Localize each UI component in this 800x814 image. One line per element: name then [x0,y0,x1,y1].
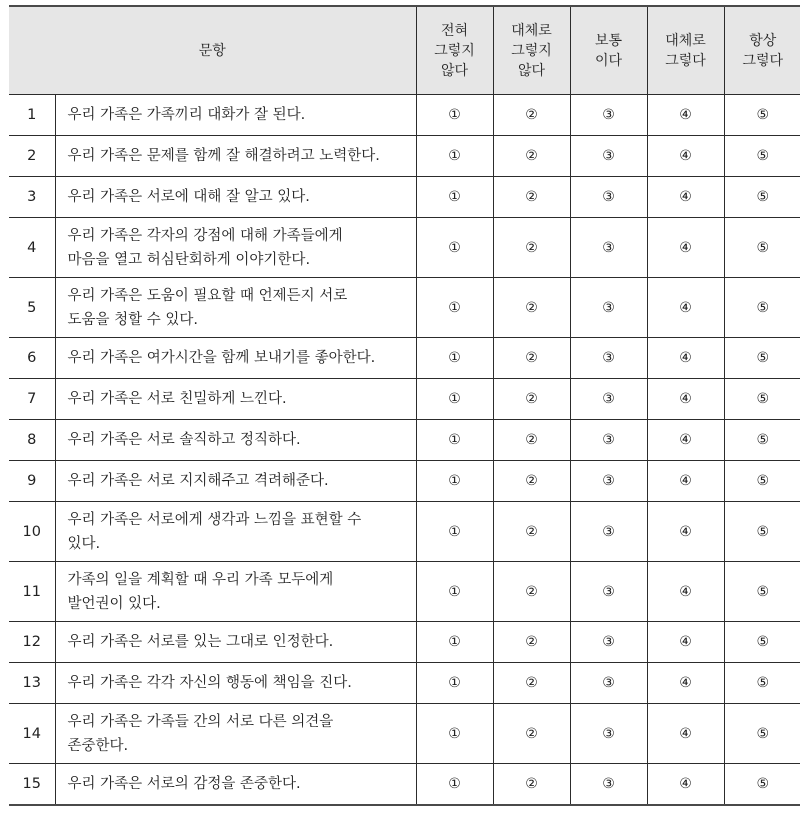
table-row [9,622,800,663]
choice-5[interactable]: ⑤ [724,764,800,806]
header-option-line: 대체로 [511,22,552,39]
choice-1[interactable]: ① [416,562,493,622]
choice-1[interactable]: ① [416,177,493,218]
question-text: 우리 가족은 가족들 간의 서로 다른 의견을 존중한다. [55,704,416,764]
choice-2[interactable]: ② [493,420,570,461]
table-row [9,136,800,177]
choice-3[interactable]: ③ [570,420,647,461]
row-number: 9 [9,461,55,502]
question-text: 우리 가족은 여가시간을 함께 보내기를 좋아한다. [55,338,416,379]
choice-1[interactable]: ① [416,622,493,663]
table-row [9,95,800,136]
choice-2[interactable]: ② [493,622,570,663]
choice-1[interactable]: ① [416,461,493,502]
header-option-line: 보통 [594,32,623,49]
choice-3[interactable]: ③ [570,502,647,562]
choice-2[interactable]: ② [493,764,570,806]
choice-2[interactable]: ② [493,502,570,562]
row-number: 12 [9,622,55,663]
header-option-4 [647,6,724,95]
choice-3[interactable]: ③ [570,338,647,379]
choice-5[interactable]: ⑤ [724,218,800,278]
table-row [9,278,800,338]
table-header [9,6,800,95]
choice-2[interactable]: ② [493,278,570,338]
question-text: 우리 가족은 서로에게 생각과 느낌을 표현할 수 있다. [55,502,416,562]
choice-4[interactable]: ④ [647,622,724,663]
choice-4[interactable]: ④ [647,95,724,136]
choice-5[interactable]: ⑤ [724,461,800,502]
header-option-line: 전혀 [440,22,469,39]
choice-3[interactable]: ③ [570,218,647,278]
choice-5[interactable]: ⑤ [724,562,800,622]
choice-4[interactable]: ④ [647,218,724,278]
row-number: 4 [9,218,55,278]
header-row [9,6,800,95]
table-row [9,704,800,764]
question-text: 우리 가족은 도움이 필요할 때 언제든지 서로 도움을 청할 수 있다. [55,278,416,338]
choice-2[interactable]: ② [493,562,570,622]
header-option-line: 그렇다 [742,52,784,69]
choice-5[interactable]: ⑤ [724,622,800,663]
choice-3[interactable]: ③ [570,622,647,663]
choice-5[interactable]: ⑤ [724,95,800,136]
choice-5[interactable]: ⑤ [724,177,800,218]
choice-3[interactable]: ③ [570,663,647,704]
row-number: 10 [9,502,55,562]
choice-2[interactable]: ② [493,379,570,420]
question-text: 우리 가족은 서로를 있는 그대로 인정한다. [55,622,416,663]
table-body [9,95,800,806]
choice-2[interactable]: ② [493,704,570,764]
choice-3[interactable]: ③ [570,461,647,502]
choice-1[interactable]: ① [416,95,493,136]
header-option-3 [570,6,647,95]
choice-2[interactable]: ② [493,136,570,177]
row-number: 11 [9,562,55,622]
choice-3[interactable]: ③ [570,562,647,622]
choice-2[interactable]: ② [493,338,570,379]
header-option-line: 그렇다 [665,52,706,69]
header-option-line: 그렇지 [511,42,552,59]
choice-2[interactable]: ② [493,461,570,502]
choice-1[interactable]: ① [416,278,493,338]
row-number: 7 [9,379,55,420]
header-option-2 [493,6,570,95]
header-option-line: 않다 [517,62,546,79]
header-option-line: 항상 [749,32,777,49]
table-row [9,420,800,461]
survey-table [9,5,800,806]
question-text: 우리 가족은 각자의 강점에 대해 가족들에게 마음을 열고 허심탄회하게 이야기한다. [55,218,416,278]
choice-1[interactable]: ① [416,379,493,420]
choice-2[interactable]: ② [493,177,570,218]
choice-4[interactable]: ④ [647,704,724,764]
question-text: 우리 가족은 서로의 감정을 존중한다. [55,764,416,806]
choice-1[interactable]: ① [416,218,493,278]
question-text: 우리 가족은 가족끼리 대화가 잘 된다. [55,95,416,136]
row-number: 6 [9,338,55,379]
choice-4[interactable]: ④ [647,278,724,338]
choice-3[interactable]: ③ [570,95,647,136]
question-text: 우리 가족은 서로 솔직하고 정직하다. [55,420,416,461]
header-option-line: 그렇지 [434,42,475,59]
table-row [9,461,800,502]
choice-4[interactable]: ④ [647,420,724,461]
row-number: 2 [9,136,55,177]
choice-1[interactable]: ① [416,663,493,704]
choice-5[interactable]: ⑤ [724,136,800,177]
choice-4[interactable]: ④ [647,461,724,502]
table-row [9,379,800,420]
choice-1[interactable]: ① [416,136,493,177]
choice-3[interactable]: ③ [570,278,647,338]
question-text: 가족의 일을 계획할 때 우리 가족 모두에게 발언권이 있다. [55,562,416,622]
question-text: 우리 가족은 문제를 함께 잘 해결하려고 노력한다. [55,136,416,177]
choice-4[interactable]: ④ [647,379,724,420]
choice-1[interactable]: ① [416,420,493,461]
header-item: 문항 [9,6,416,95]
question-text: 우리 가족은 서로 지지해주고 격려해준다. [55,461,416,502]
choice-5[interactable]: ⑤ [724,704,800,764]
row-number: 15 [9,764,55,806]
choice-3[interactable]: ③ [570,704,647,764]
choice-5[interactable]: ⑤ [724,420,800,461]
row-number: 3 [9,177,55,218]
choice-5[interactable]: ⑤ [724,379,800,420]
table-row [9,218,800,278]
choice-1[interactable]: ① [416,338,493,379]
choice-5[interactable]: ⑤ [724,338,800,379]
header-option-line: 대체로 [665,32,706,49]
choice-2[interactable]: ② [493,218,570,278]
choice-4[interactable]: ④ [647,338,724,379]
choice-4[interactable]: ④ [647,502,724,562]
header-option-line: 이다 [594,52,623,69]
table-row [9,562,800,622]
choice-1[interactable]: ① [416,704,493,764]
choice-5[interactable]: ⑤ [724,278,800,338]
question-text: 우리 가족은 서로 친밀하게 느낀다. [55,379,416,420]
table-row [9,663,800,704]
choice-3[interactable]: ③ [570,177,647,218]
choice-4[interactable]: ④ [647,177,724,218]
choice-4[interactable]: ④ [647,663,724,704]
choice-4[interactable]: ④ [647,764,724,806]
question-text: 우리 가족은 서로에 대해 잘 알고 있다. [55,177,416,218]
table-row [9,764,800,806]
choice-1[interactable]: ① [416,764,493,806]
row-number: 13 [9,663,55,704]
row-number: 8 [9,420,55,461]
table-row [9,177,800,218]
choice-1[interactable]: ① [416,502,493,562]
choice-3[interactable]: ③ [570,379,647,420]
choice-3[interactable]: ③ [570,764,647,806]
choice-3[interactable]: ③ [570,136,647,177]
choice-2[interactable]: ② [493,95,570,136]
header-option-line: 않다 [440,62,469,79]
choice-2[interactable]: ② [493,663,570,704]
row-number: 1 [9,95,55,136]
header-option-5 [724,6,800,95]
header-option-1 [416,6,493,95]
row-number: 5 [9,278,55,338]
question-text: 우리 가족은 각각 자신의 행동에 책임을 진다. [55,663,416,704]
choice-4[interactable]: ④ [647,136,724,177]
choice-5[interactable]: ⑤ [724,663,800,704]
table-row [9,338,800,379]
row-number: 14 [9,704,55,764]
choice-4[interactable]: ④ [647,562,724,622]
choice-5[interactable]: ⑤ [724,502,800,562]
table-row [9,502,800,562]
